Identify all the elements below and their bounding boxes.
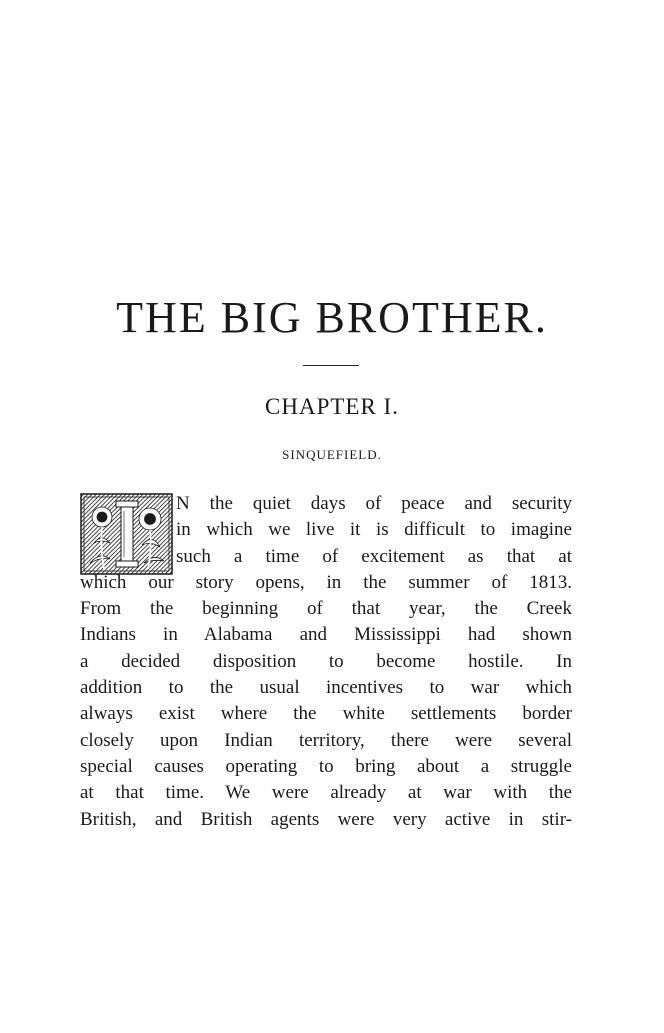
text-line: always exist where the white settlements border	[80, 703, 572, 725]
text-line: such a time of excitement as that at	[176, 545, 572, 567]
text-line: in which we live it is difficult to imagine	[176, 519, 572, 541]
text-line: addition to the usual incentives to war which	[80, 677, 572, 699]
chapter-title: SINQUEFIELD.	[282, 447, 382, 462]
text-line: which our story opens, in the summer of 1813.	[80, 571, 572, 593]
chapter-number: CHAPTER I.	[265, 394, 399, 419]
title-divider	[303, 365, 359, 366]
text-line: closely upon Indian territory, there were several	[80, 729, 572, 751]
text-line: From the beginning of that year, the Creek	[80, 598, 572, 620]
text-line: a decided disposition to become hostile. In	[80, 650, 572, 672]
chapter-paragraph	[80, 491, 572, 833]
book-title: THE BIG BROTHER.	[116, 293, 548, 342]
text-line: British, and British agents were very active in stir-	[80, 808, 572, 830]
text-line: Indians in Alabama and Mississippi had shown	[80, 624, 572, 646]
text-line: N the quiet days of peace and security	[176, 493, 572, 514]
text-line: special causes operating to bring about a struggle	[80, 755, 572, 777]
text-line: at that time. We were already at war with the	[80, 782, 572, 804]
